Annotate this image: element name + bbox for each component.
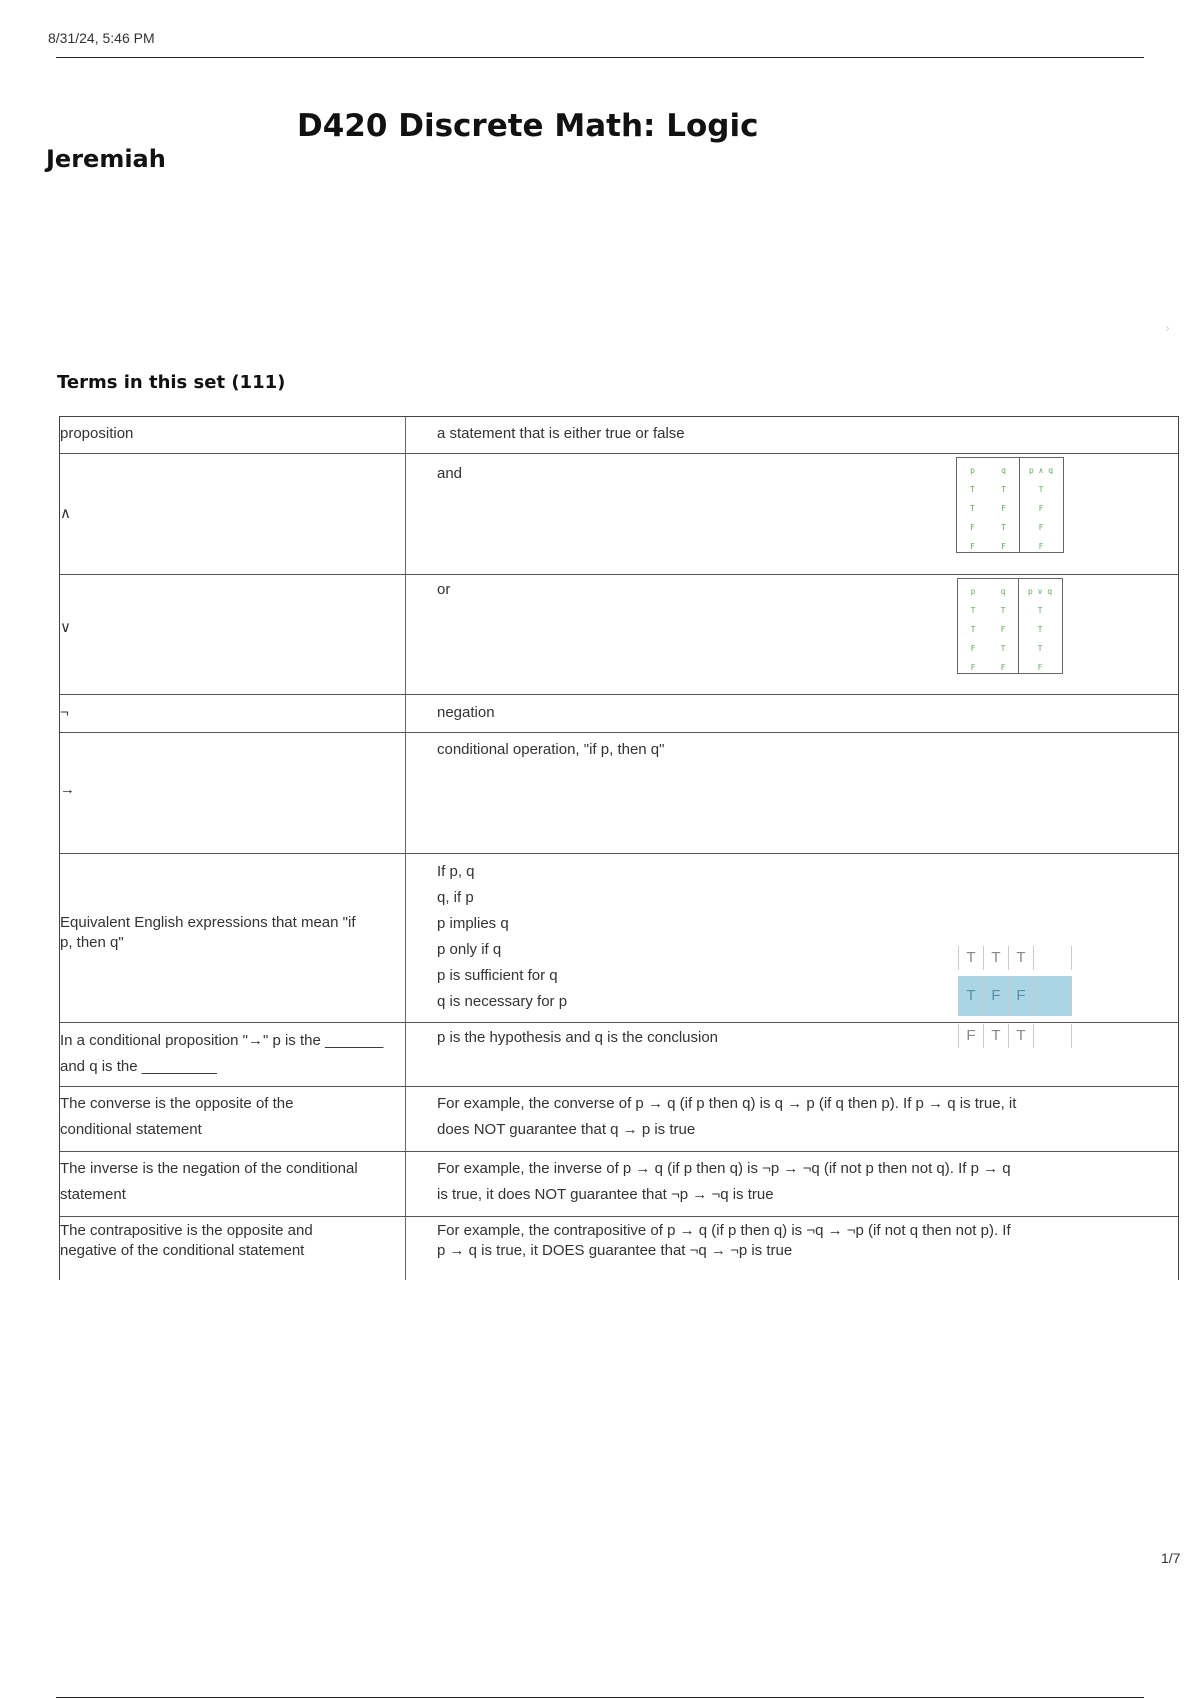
table-row	[60, 454, 1178, 575]
truth-col-result	[1019, 458, 1062, 552]
tt-cell: F	[970, 523, 975, 532]
partial-tt-row	[958, 946, 1072, 970]
terms-heading: Terms in this set (111)	[57, 372, 286, 393]
term-cell	[60, 575, 406, 694]
chevron-right-icon: ›	[1166, 323, 1170, 334]
term-text: ∧	[60, 505, 71, 522]
author-name: Jeremiah	[46, 145, 166, 173]
truth-col-q	[988, 579, 1018, 673]
top-divider	[56, 57, 1144, 58]
term-text: The converse is the opposite of the conditional statement	[60, 1095, 294, 1138]
table-row	[60, 695, 1178, 733]
definition-text: If p, q q, if p p implies q p only if q p is sufficient for q q is necessary for p	[437, 863, 568, 1010]
term-text: The inverse is the negation of the conditional statement	[60, 1160, 358, 1203]
truth-col-q	[988, 458, 1019, 552]
definition-cell	[406, 1152, 1178, 1216]
definition-text: p is the hypothesis and q is the conclusion	[437, 1029, 719, 1046]
term-text: Equivalent English expressions that mean "if p, then q"	[60, 914, 356, 951]
definition-text: conditional operation, "if p, then q"	[437, 741, 665, 758]
term-text: →	[60, 781, 75, 798]
tt-header: p	[970, 466, 975, 475]
tt-cell: F	[1038, 504, 1044, 513]
definition-cell	[406, 575, 1178, 694]
tt-cell: T	[1037, 606, 1043, 615]
tt-cell: T	[1037, 625, 1043, 634]
tt-cell: T	[1001, 485, 1006, 494]
partial-tt-cell: F	[1009, 976, 1034, 1016]
term-text: ¬	[60, 704, 69, 721]
term-text: The contrapositive is the opposite and negative of the conditional statement	[60, 1222, 313, 1259]
partial-tt-row	[958, 1024, 1072, 1048]
or-truth-table	[957, 578, 1063, 674]
truth-col-p	[957, 458, 988, 552]
tt-cell: F	[1001, 504, 1006, 513]
table-row	[60, 733, 1178, 854]
tt-cell: F	[970, 644, 976, 653]
truth-col-result	[1018, 579, 1061, 673]
tt-cell: F	[1038, 523, 1044, 532]
table-row	[60, 1087, 1178, 1152]
partial-tt-cell: F	[984, 976, 1009, 1016]
term-cell	[60, 854, 406, 1022]
definition-text: For example, the converse of p → q (if p then q) is q → p (if q then p). If p → q is true, it does NOT guarantee that q → p is true	[437, 1095, 1017, 1138]
tt-cell: F	[1037, 663, 1043, 672]
partial-tt-row-highlighted	[958, 976, 1072, 1016]
definition-cell	[406, 1217, 1178, 1280]
term-cell	[60, 1217, 406, 1280]
tt-cell: T	[970, 485, 975, 494]
table-row	[60, 1217, 1178, 1280]
term-cell	[60, 1152, 406, 1216]
tt-cell: F	[1001, 542, 1006, 551]
and-truth-table	[956, 457, 1064, 553]
table-row	[60, 1152, 1178, 1217]
term-text: ∨	[60, 619, 71, 636]
bottom-divider	[56, 1697, 1144, 1698]
term-cell	[60, 417, 406, 453]
table-row	[60, 417, 1178, 454]
definition-cell	[406, 1087, 1178, 1151]
partial-tt-cell: T	[1009, 946, 1034, 970]
tt-cell: T	[1000, 606, 1006, 615]
definition-text: negation	[437, 704, 495, 721]
partial-tt-cell: T	[959, 976, 984, 1016]
partial-tt-cell: F	[959, 1024, 984, 1048]
term-cell	[60, 695, 406, 732]
tt-cell: T	[970, 625, 976, 634]
tt-cell: F	[970, 663, 976, 672]
definition-text: and	[437, 465, 463, 482]
definition-text: a statement that is either true or false	[437, 425, 685, 442]
table-row	[60, 575, 1178, 695]
tt-cell: F	[1038, 542, 1044, 551]
tt-header: q	[1000, 587, 1006, 596]
term-text: In a conditional proposition "→" p is the _______ and q is the _________	[60, 1032, 384, 1075]
term-text: proposition	[60, 425, 134, 442]
tt-header: p ∧ q	[1028, 466, 1054, 475]
term-cell	[60, 733, 406, 853]
partial-tt-cell: T	[984, 946, 1009, 970]
definition-cell	[406, 454, 1178, 574]
tt-cell: F	[1000, 625, 1006, 634]
page-title: D420 Discrete Math: Logic	[297, 108, 759, 144]
definition-cell	[406, 417, 1178, 453]
tt-cell: T	[1038, 485, 1044, 494]
definition-cell	[406, 733, 1178, 853]
partial-truth-table	[958, 946, 1070, 1046]
print-timestamp: 8/31/24, 5:46 PM	[48, 30, 155, 46]
tt-cell: T	[970, 606, 976, 615]
term-cell	[60, 454, 406, 574]
tt-cell: F	[1000, 663, 1006, 672]
tt-cell: T	[1001, 523, 1006, 532]
tt-header: p ∨ q	[1027, 587, 1053, 596]
terms-table	[59, 416, 1179, 1280]
partial-tt-cell: T	[959, 946, 984, 970]
tt-header: p	[970, 587, 976, 596]
definition-cell	[406, 695, 1178, 732]
tt-cell: T	[1000, 644, 1006, 653]
tt-cell: T	[1037, 644, 1043, 653]
tt-cell: F	[970, 542, 975, 551]
partial-tt-cell: T	[984, 1024, 1009, 1048]
definition-text: For example, the inverse of p → q (if p then q) is ¬p → ¬q (if not p then not q). If p → q is true, it does NOT guarantee that ¬p → ¬q is true	[437, 1160, 1011, 1203]
tt-cell: T	[970, 504, 975, 513]
definition-text: or	[437, 581, 451, 598]
term-cell	[60, 1087, 406, 1151]
term-cell	[60, 1023, 406, 1086]
truth-col-p	[958, 579, 988, 673]
partial-tt-cell: T	[1009, 1024, 1034, 1048]
page-number: 1/7	[1161, 1550, 1181, 1566]
tt-header: q	[1001, 466, 1006, 475]
definition-text: For example, the contrapositive of p → q (if p then q) is ¬q → ¬p (if not q then not p). If p → q is true, it DOES guarantee that ¬q → ¬p is true	[437, 1222, 1011, 1259]
